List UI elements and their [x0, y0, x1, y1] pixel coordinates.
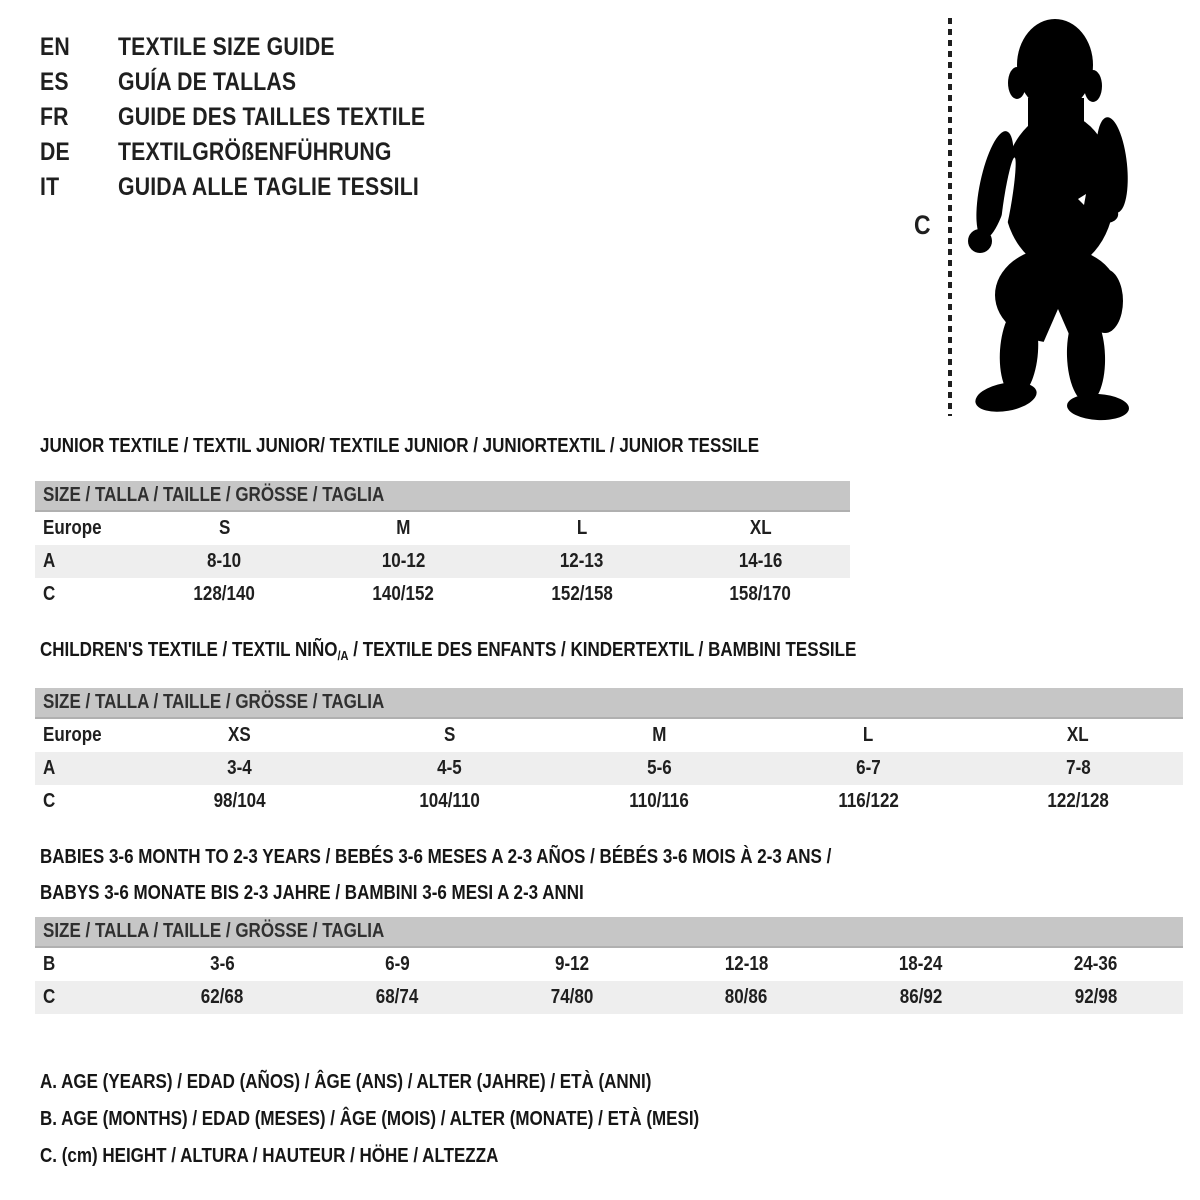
age-cell: 12-13 [560, 550, 604, 572]
height-cell: 128/140 [193, 583, 256, 605]
age-cell: 14-16 [738, 550, 783, 572]
months-cell: 9-12 [554, 953, 589, 975]
height-cell: 62/68 [201, 986, 244, 1008]
height-cell: 158/170 [729, 583, 792, 605]
language-title-block [40, 30, 480, 205]
title-row-en [40, 30, 480, 65]
size-header-bar [35, 481, 850, 512]
months-cell: 24-36 [1073, 953, 1118, 975]
title-row-de [40, 135, 480, 170]
age-cell: 5-6 [646, 757, 672, 779]
age-cell: 7-8 [1065, 757, 1091, 779]
children-row-europe [35, 719, 1183, 752]
size-cell: L [863, 724, 874, 746]
height-cell: 110/116 [629, 790, 689, 812]
nino-a-subscript: /A [337, 648, 349, 663]
babies-size-table [35, 917, 1183, 1014]
row-label: Europe [43, 517, 102, 539]
section-junior-textile [35, 434, 850, 611]
babies-row-months [35, 948, 1183, 981]
language-code: IT [40, 173, 60, 201]
size-cell: L [576, 517, 588, 539]
size-cell: M [651, 724, 667, 746]
babies-row-height [35, 981, 1183, 1014]
legend-line-a: A. AGE (YEARS) / EDAD (AÑOS) / ÂGE (ANS) / ALTER (JAHRE) / ETÀ (ANNI) [40, 1071, 652, 1093]
age-cell: 6-7 [856, 757, 881, 779]
age-cell: 3-4 [227, 757, 253, 779]
legend-line-b: B. AGE (MONTHS) / EDAD (MESES) / ÂGE (MOIS) / ALTER (MONATE) / ETÀ (MESI) [40, 1108, 700, 1130]
months-cell: 6-9 [384, 953, 410, 975]
legend-line-c: C. (cm) HEIGHT / ALTURA / HAUTEUR / HÖHE / ALTEZZA [40, 1145, 499, 1167]
size-header-bar [35, 917, 1183, 948]
height-cell: 86/92 [899, 986, 943, 1008]
junior-row-age [35, 545, 850, 578]
babies-section-title-line2: BABYS 3-6 MONATE BIS 2-3 JAHRE / BAMBINI 3-6 MESI A 2-3 ANNI [40, 882, 584, 904]
months-cell: 12-18 [724, 953, 769, 975]
row-label: B [43, 953, 56, 975]
size-cell: XL [749, 517, 772, 539]
language-code: DE [40, 138, 70, 166]
months-cell: 3-6 [210, 953, 235, 975]
language-code: ES [40, 68, 69, 96]
section-childrens-textile [35, 638, 1183, 818]
size-cell: XS [228, 724, 252, 746]
row-label: C [43, 986, 56, 1008]
height-cell: 74/80 [550, 986, 593, 1008]
babies-section-title-line1: BABIES 3-6 MONTH TO 2-3 YEARS / BEBÉS 3-6 MESES A 2-3 AÑOS / BÉBÉS 3-6 MOIS À 2-3 ANS / [40, 846, 832, 868]
children-row-age [35, 752, 1183, 785]
age-cell: 8-10 [207, 550, 242, 572]
row-label: A [43, 757, 56, 779]
toddler-silhouette [962, 13, 1140, 421]
age-cell: 4-5 [437, 757, 462, 779]
height-cell: 92/98 [1074, 986, 1117, 1008]
children-row-height [35, 785, 1183, 818]
size-header-label: SIZE / TALLA / TAILLE / GRÖSSE / TAGLIA [43, 484, 385, 506]
row-label: Europe [43, 724, 102, 746]
children-section-title: CHILDREN'S TEXTILE / TEXTIL $NIÑO_{/A}$ / TEXTILE DES ENFANTS / KINDERTEXTIL / BAMBINI TESSILE [40, 639, 857, 663]
height-cell: 68/74 [375, 986, 419, 1008]
height-cell: 140/152 [372, 583, 434, 605]
row-label: C [43, 583, 56, 605]
junior-size-table [35, 481, 850, 611]
title-row-es [40, 65, 480, 100]
row-label: C [43, 790, 56, 812]
junior-row-height [35, 578, 850, 611]
row-label: A [43, 550, 56, 572]
title-row-it [40, 170, 480, 205]
children-size-table [35, 688, 1183, 818]
title-row-fr [40, 100, 480, 135]
guide-title-de: TEXTILGRÖßENFÜHRUNG [118, 138, 392, 166]
language-code: EN [40, 33, 70, 61]
height-cell: 80/86 [725, 986, 768, 1008]
junior-row-europe [35, 512, 850, 545]
size-header-bar [35, 688, 1183, 719]
guide-title-fr: GUIDE DES TAILLES TEXTILE [118, 103, 426, 131]
months-cell: 18-24 [899, 953, 943, 975]
height-cell: 98/104 [213, 790, 266, 812]
height-measure-label: C [914, 210, 931, 240]
height-figure [900, 0, 1200, 445]
age-cell: 10-12 [381, 550, 425, 572]
height-cell: 104/110 [419, 790, 480, 812]
height-cell: 122/128 [1047, 790, 1109, 812]
language-code: FR [40, 103, 69, 131]
height-dashed-line [948, 18, 952, 416]
height-cell: 116/122 [838, 790, 899, 812]
height-cell: 152/158 [551, 583, 613, 605]
section-babies-textile [35, 845, 1183, 1014]
guide-title-en: TEXTILE SIZE GUIDE [118, 33, 335, 61]
guide-title-es: GUÍA DE TALLAS [118, 68, 297, 96]
size-header-label: SIZE / TALLA / TAILLE / GRÖSSE / TAGLIA [43, 691, 385, 713]
guide-title-it: GUIDA ALLE TAGLIE TESSILI [118, 173, 419, 201]
size-cell: M [396, 517, 411, 539]
size-cell: XL [1067, 724, 1090, 746]
size-cell: S [218, 517, 231, 539]
size-header-label: SIZE / TALLA / TAILLE / GRÖSSE / TAGLIA [43, 920, 385, 942]
junior-section-title: JUNIOR TEXTILE / TEXTIL JUNIOR/ TEXTILE JUNIOR / JUNIORTEXTIL / JUNIOR TESSILE [40, 435, 760, 457]
measure-legend [40, 1064, 816, 1175]
size-cell: S [443, 724, 456, 746]
